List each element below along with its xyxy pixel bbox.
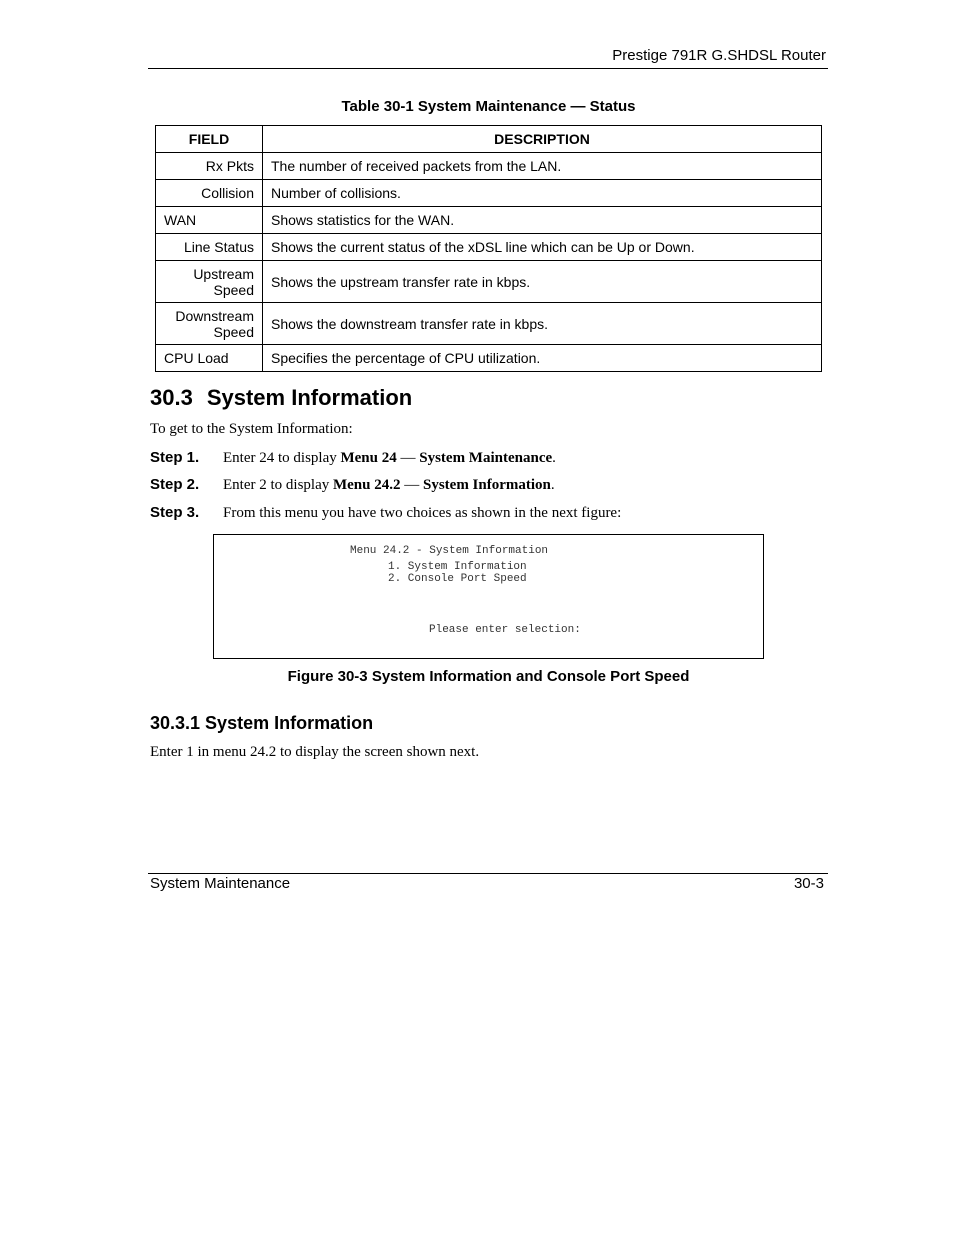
table-row — [156, 234, 822, 261]
table-row — [156, 261, 822, 303]
step-label: Step 3. — [150, 504, 200, 521]
figure-caption: Figure 30-3 System Information and Console Port Speed — [287, 668, 690, 685]
status-table — [155, 125, 822, 372]
field-cell — [156, 261, 263, 303]
intro-paragraph: To get to the System Information: — [150, 421, 353, 437]
section-title: System Information — [206, 385, 413, 410]
menu-name: System Maintenance — [419, 450, 553, 466]
table-caption: Table 30-1 System Maintenance — Status — [341, 98, 636, 115]
step-text: From this menu you have two choices as shown in the next figure: — [223, 505, 622, 521]
section-number: 30.3 — [150, 385, 193, 410]
footer-page-number: 30-3 — [793, 875, 824, 892]
column-header-description: DESCRIPTION — [263, 126, 822, 153]
field-cell: CPU Load — [156, 345, 263, 372]
field-cell — [156, 303, 263, 345]
step-label: Step 2. — [150, 476, 200, 493]
step-text-part: Enter 2 to display — [223, 477, 333, 493]
column-header-field: FIELD — [156, 126, 263, 153]
field-cell-line: Downstream — [175, 307, 254, 324]
table-row — [156, 207, 822, 234]
table-row — [156, 180, 822, 207]
description-cell: Shows the upstream transfer rate in kbps. — [263, 261, 822, 303]
step-text-part: . — [552, 450, 556, 466]
step-text-part: — — [396, 450, 420, 466]
menu-name: System Information — [422, 477, 551, 493]
menu-title: Menu 24.2 - System Information — [350, 545, 549, 557]
selection-prompt: Please enter selection: — [429, 624, 581, 636]
menu-reference: Menu 24.2 — [332, 477, 401, 493]
step-2 — [150, 476, 555, 494]
field-cell: Collision — [156, 180, 263, 207]
footer-chapter-title: System Maintenance — [150, 875, 291, 892]
terminal-menu-figure — [213, 534, 764, 659]
menu-option-2: 2. Console Port Speed — [388, 573, 527, 585]
description-cell: Number of collisions. — [263, 180, 822, 207]
field-cell-line: Speed — [213, 281, 254, 298]
field-cell: Line Status — [156, 234, 263, 261]
description-cell: The number of received packets from the LAN. — [263, 153, 822, 180]
field-cell: WAN — [156, 207, 263, 234]
step-text — [223, 450, 556, 466]
table-header-row — [156, 126, 822, 153]
table-row — [156, 153, 822, 180]
step-label: Step 1. — [150, 449, 200, 466]
field-cell: Rx Pkts — [156, 153, 263, 180]
description-cell: Shows the current status of the xDSL line which can be Up or Down. — [263, 234, 822, 261]
footer-divider — [148, 873, 828, 874]
field-cell-line: Upstream — [193, 265, 254, 282]
step-text-part: Enter 24 to display — [223, 450, 341, 466]
menu-reference: Menu 24 — [340, 450, 397, 466]
table-row — [156, 303, 822, 345]
step-3 — [150, 504, 621, 522]
step-text — [223, 477, 555, 493]
step-text-part: . — [550, 477, 555, 493]
header-divider — [148, 68, 828, 69]
description-cell: Specifies the percentage of CPU utilization. — [263, 345, 822, 372]
step-1 — [150, 449, 556, 467]
section-heading — [150, 385, 412, 411]
field-cell-line: Speed — [213, 323, 254, 340]
step-text-part: — — [400, 477, 423, 493]
table-row — [156, 345, 822, 372]
menu-option-1: 1. System Information — [388, 561, 527, 573]
description-cell: Shows the downstream transfer rate in kbps. — [263, 303, 822, 345]
page-header-title: Prestige 791R G.SHDSL Router — [612, 47, 826, 64]
description-cell: Shows statistics for the WAN. — [263, 207, 822, 234]
subsection-heading: 30.3.1 System Information — [150, 713, 374, 733]
subsection-paragraph: Enter 1 in menu 24.2 to display the screen shown next. — [150, 744, 480, 760]
